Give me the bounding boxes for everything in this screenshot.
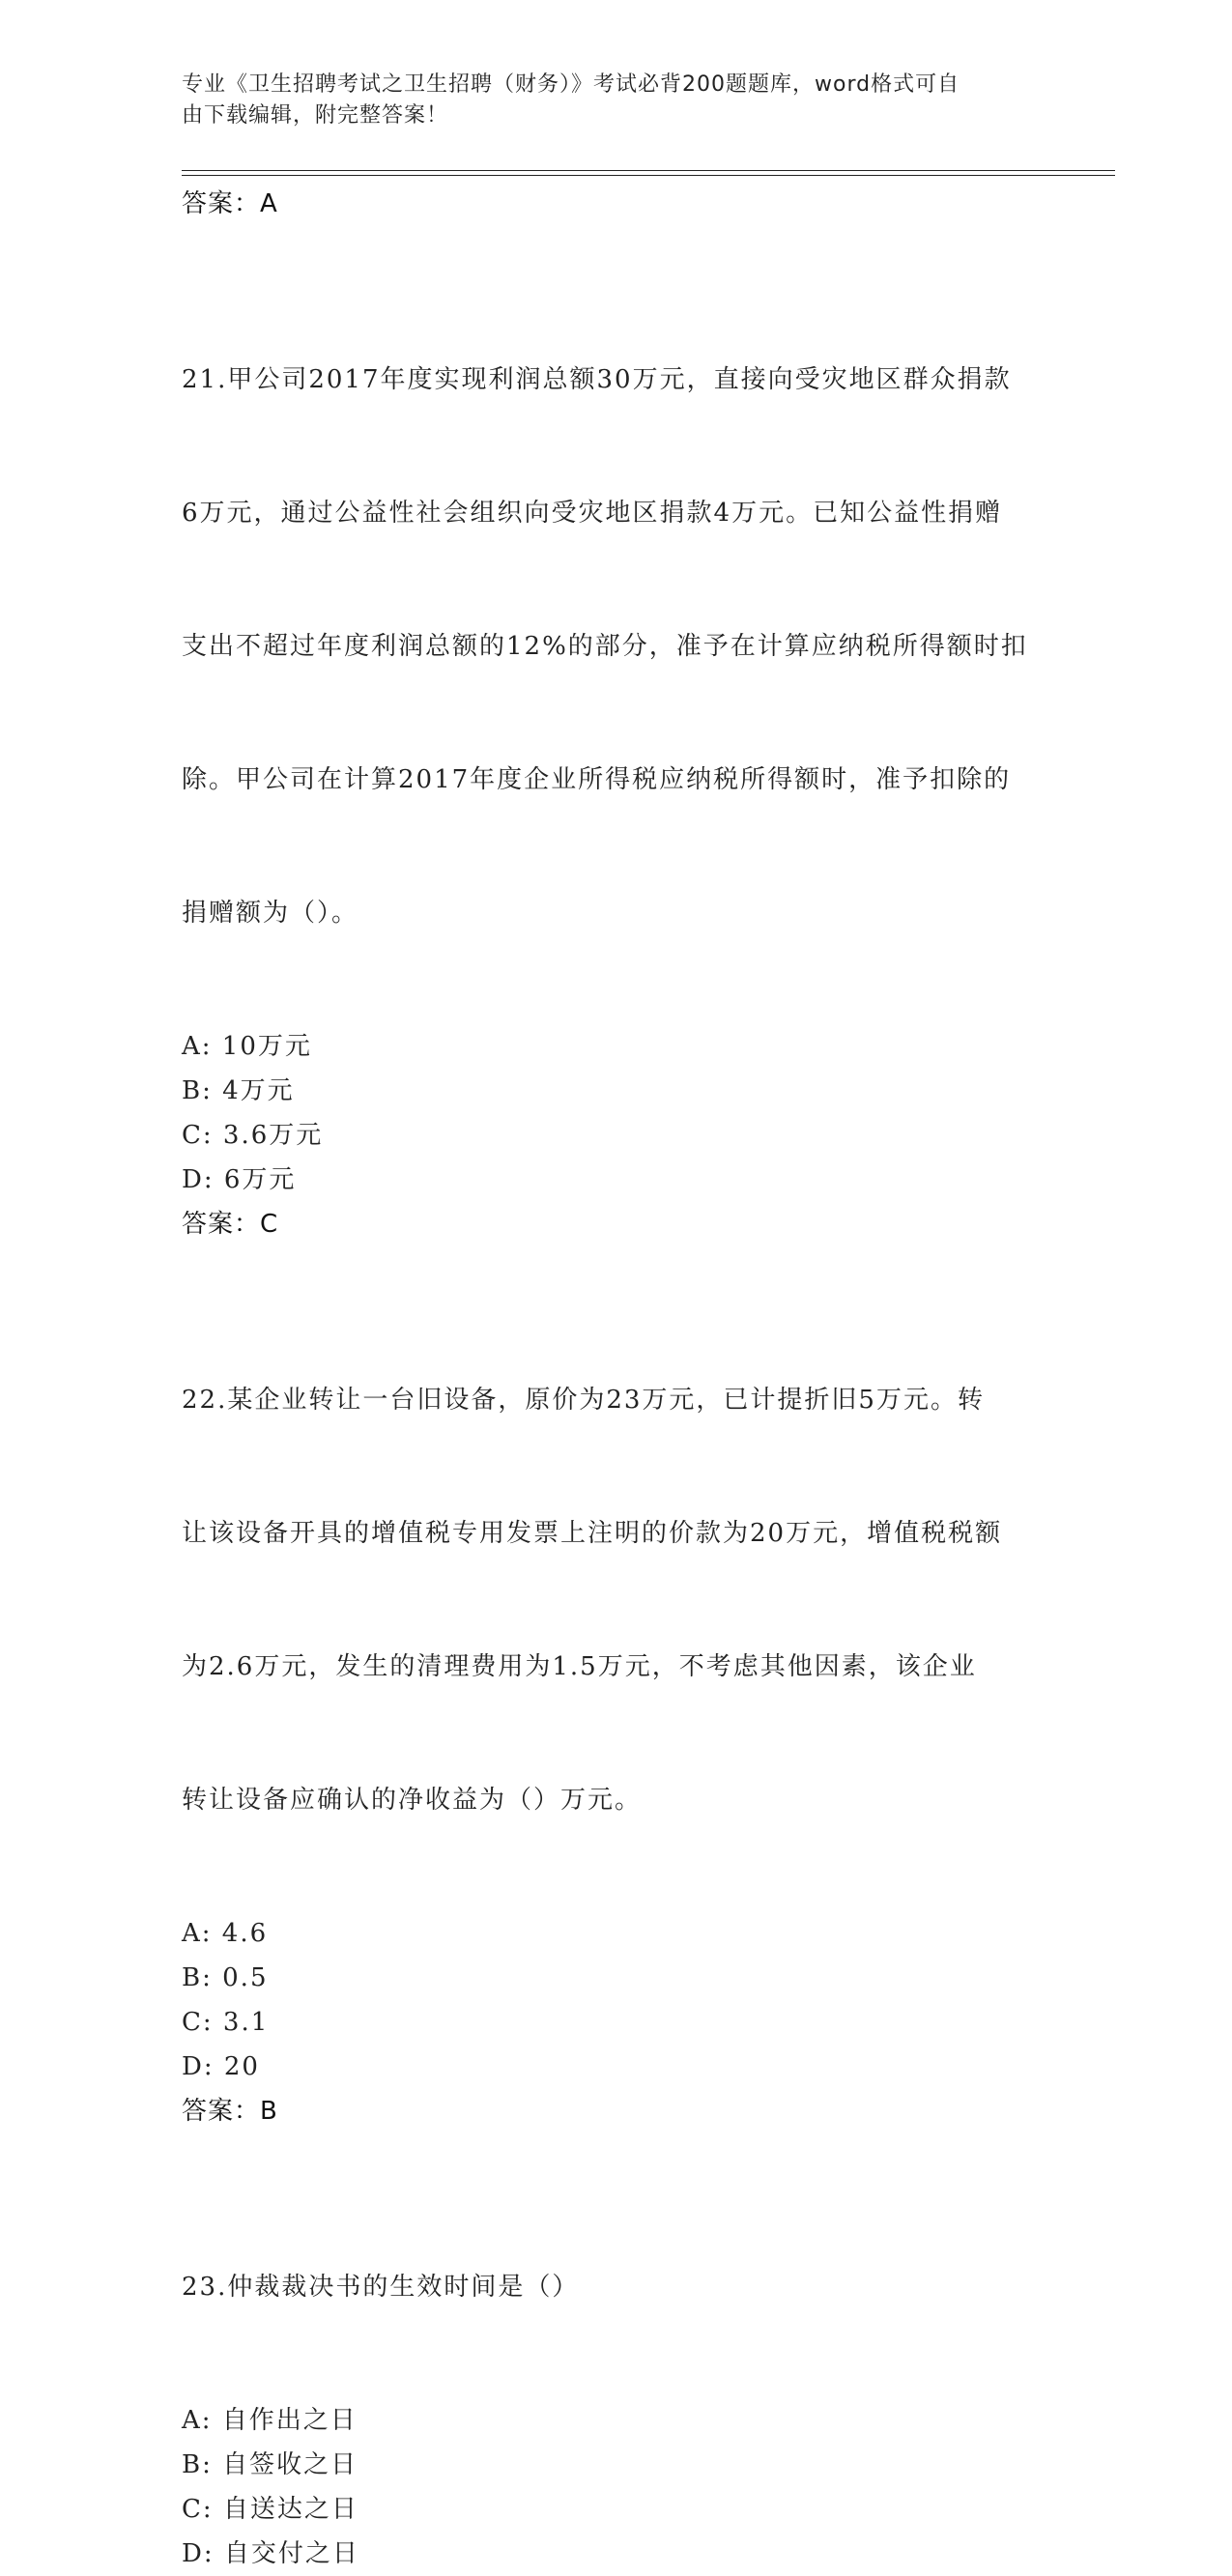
previous-answer: 答案：A [182, 189, 278, 218]
option-a: A: 自作出之日 [182, 2406, 358, 2435]
spacer [182, 226, 1051, 269]
question-list [182, 182, 1051, 2576]
option-d: D: 自交付之日 [182, 2539, 359, 2568]
option-a: A: 4.6 [182, 1919, 269, 1948]
question-line: 22.某企业转让一台旧设备，原价为23万元，已计提折旧5万元。转 [182, 1386, 985, 1415]
header-line-2: 由下载编辑，附完整答案！ [182, 103, 449, 128]
option-c: C: 3.1 [182, 2008, 270, 2037]
option-b: B: 4万元 [182, 1076, 295, 1105]
document-header [182, 70, 1032, 131]
question-line: 6万元，通过公益性社会组织向受灾地区捐款4万元。已知公益性捐赠 [182, 499, 1003, 528]
question-line: 除。甲公司在计算2017年度企业所得税应纳税所得额时，准予扣除的 [182, 765, 1012, 794]
question-block [182, 2176, 1051, 2576]
option-b: B: 自签收之日 [182, 2450, 358, 2479]
option-c: C: 自送达之日 [182, 2495, 358, 2524]
question-line: 23.仲裁裁决书的生效时间是（） [182, 2273, 580, 2302]
question-line: 让该设备开具的增值税专用发票上注明的价款为20万元，增值税税额 [182, 1519, 1003, 1548]
question-line: 支出不超过年度利润总额的12%的部分，准予在计算应纳税所得额时扣 [182, 632, 1028, 661]
question-line: 21.甲公司2017年度实现利润总额30万元，直接向受灾地区群众捐款 [182, 365, 1012, 394]
answer-line: 答案：C [182, 1210, 279, 1239]
option-a: A: 10万元 [182, 1032, 312, 1061]
option-d: D: 6万元 [182, 1165, 297, 1194]
header-line-1: 专业《卫生招聘考试之卫生招聘（财务）》考试必背200题题库，word格式可自 [182, 72, 960, 97]
header-divider-top [182, 170, 1115, 171]
question-line: 捐赠额为（）。 [182, 899, 359, 928]
question-text [182, 1289, 1051, 1911]
option-d: D: 20 [182, 2052, 260, 2081]
header-divider-bottom [182, 175, 1115, 176]
question-text [182, 2176, 1051, 2398]
answer-line: 答案：B [182, 2097, 278, 2126]
option-c: C: 3.6万元 [182, 1121, 324, 1150]
option-b: B: 0.5 [182, 1963, 269, 1992]
question-block [182, 269, 1051, 1246]
question-text [182, 269, 1051, 1024]
question-block [182, 1289, 1051, 2133]
spacer [182, 1246, 1051, 1289]
question-line: 转让设备应确认的净收益为（）万元。 [182, 1786, 643, 1815]
spacer [182, 2133, 1051, 2176]
question-line: 为2.6万元，发生的清理费用为1.5万元，不考虑其他因素，该企业 [182, 1652, 977, 1681]
